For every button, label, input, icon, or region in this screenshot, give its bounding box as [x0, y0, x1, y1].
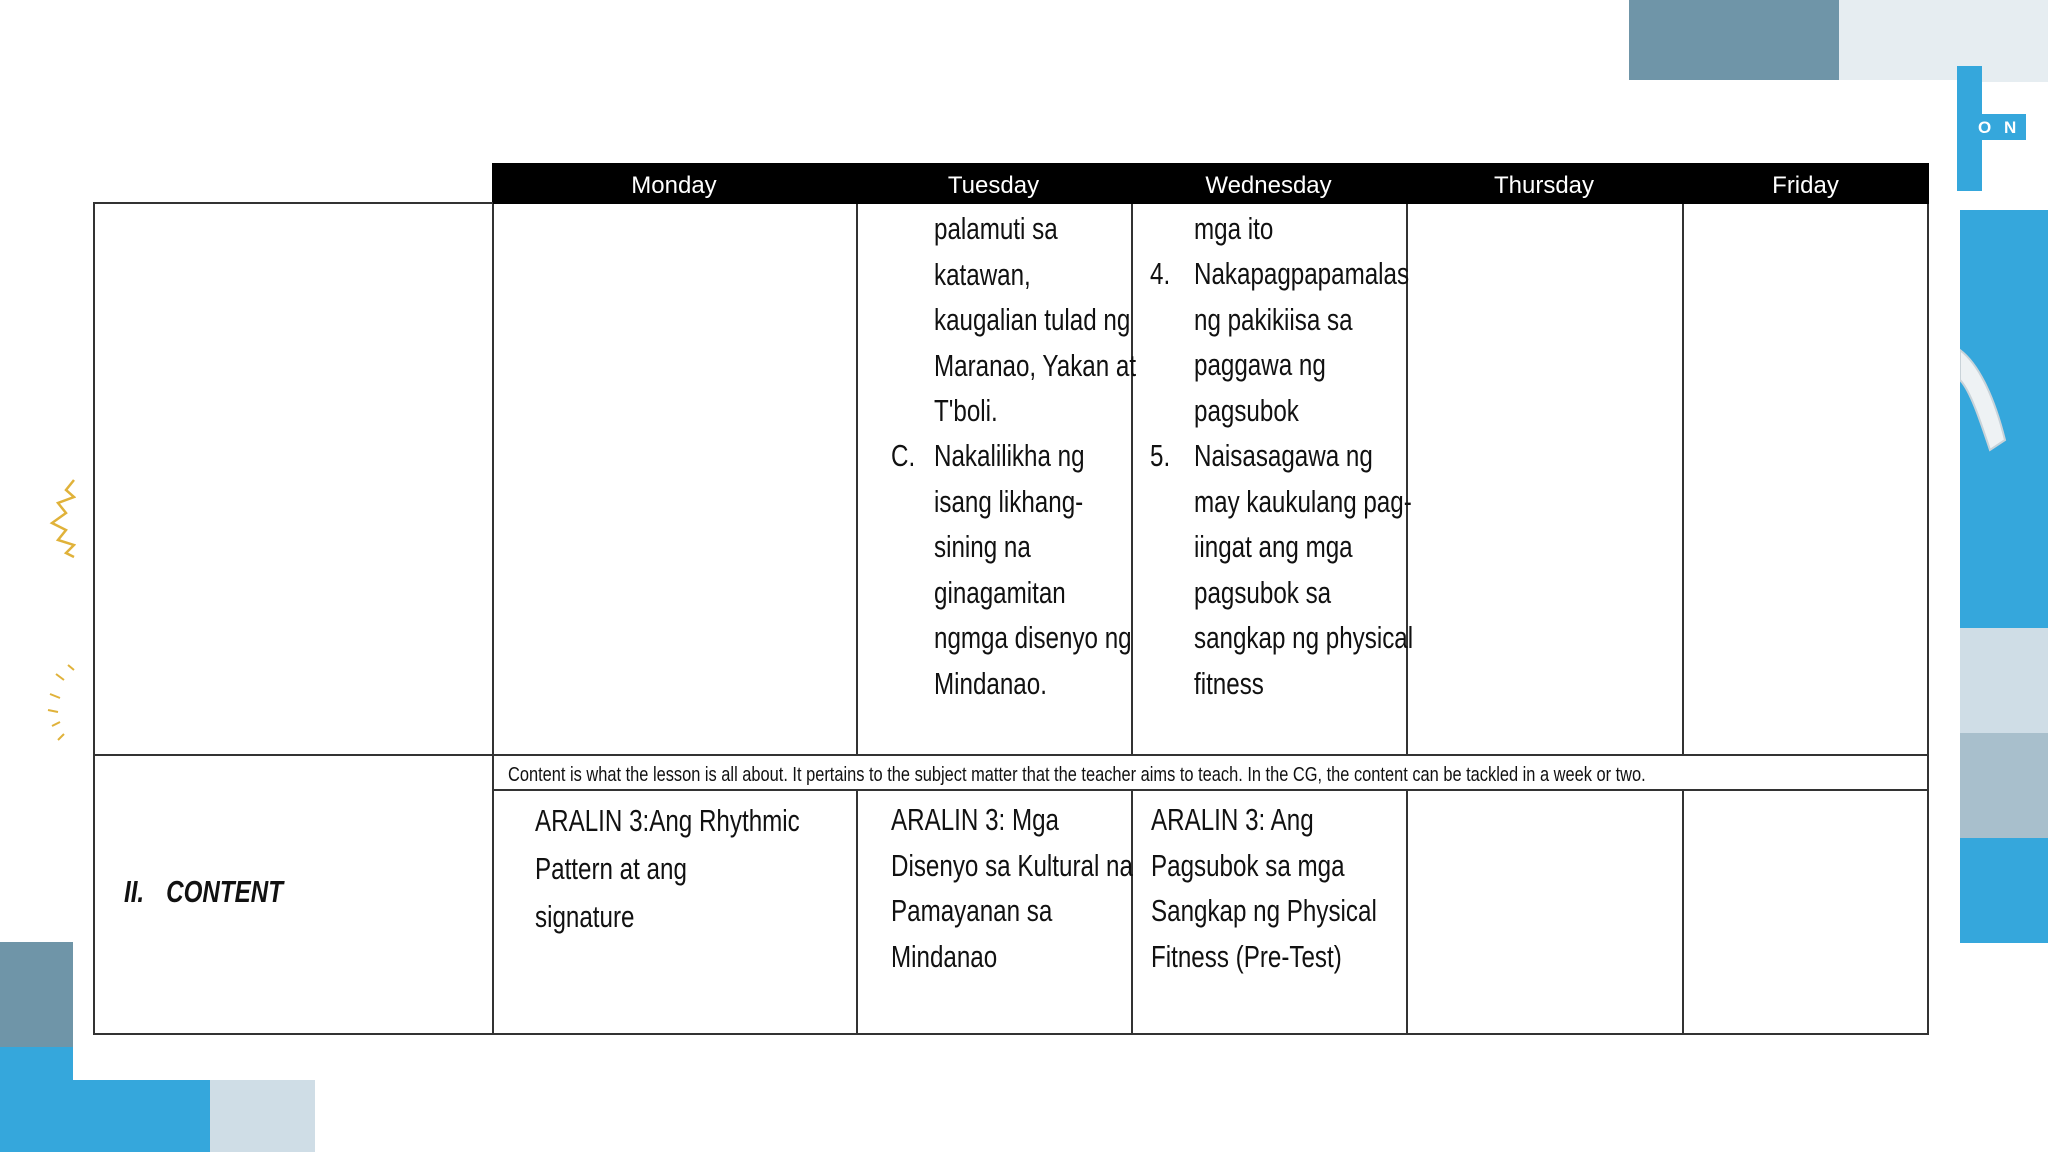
table-top-border-left — [93, 202, 493, 204]
text-line: Fitness (Pre-Test) — [1151, 938, 1342, 974]
text-line: paggawa ng — [1194, 347, 1326, 382]
text-line: katawan, — [934, 256, 1031, 292]
table-left-border — [93, 202, 95, 1035]
text-line: iingat ang mga — [1194, 529, 1353, 564]
text-line: signature — [535, 899, 635, 934]
column-divider-monday-2 — [856, 790, 858, 1033]
text-line: Sangkap ng Physical — [1151, 893, 1377, 928]
text-line: Pagsubok sa mga — [1151, 847, 1345, 883]
text-line: ginagamitan — [934, 574, 1066, 610]
deco-block-top-slate — [1629, 0, 1839, 82]
text-line: T'boli. — [934, 393, 998, 428]
text-line: Nakalilikha ng — [934, 438, 1085, 473]
deco-block-bottom-slate — [0, 942, 73, 1047]
content-note: Content is what the lesson is all about. It pertains to the subject matter that the teacher aims to teach. In the CG, the content can be tackled in a week or two. — [508, 764, 1646, 786]
brand-logo-letter-o: O — [1978, 118, 1992, 137]
text-line: pagsubok — [1194, 392, 1299, 428]
wednesday-objective-4 — [1194, 251, 1409, 433]
deco-block-right-sky-2 — [1960, 838, 2048, 943]
text-line: kaugalian tulad ng — [934, 302, 1131, 337]
text-line: mga ito — [1194, 211, 1274, 246]
table-bottom-border — [93, 1033, 1929, 1035]
wednesday-objective-5 — [1194, 433, 1413, 706]
deco-block-top-pale — [1839, 0, 2048, 82]
sun-ornament-icon-2 — [44, 660, 76, 750]
header-wednesday: Wednesday — [1205, 172, 1332, 199]
text-line: Mindanao — [891, 938, 998, 974]
text-line: Maranao, Yakan at — [934, 347, 1137, 383]
deco-block-right-slate — [1960, 733, 2048, 838]
text-line: fitness — [1194, 665, 1264, 701]
deco-block-right-pale — [1960, 628, 2048, 733]
row-divider-note — [492, 789, 1929, 791]
column-divider-label — [492, 204, 494, 1033]
sun-ornament-icon — [44, 475, 76, 560]
text-line: Disenyo sa Kultural na — [891, 847, 1133, 883]
column-divider-monday — [856, 204, 858, 754]
text-line: palamuti sa — [934, 211, 1058, 246]
text-line: ng pakikiisa sa — [1194, 301, 1353, 337]
table-right-border — [1927, 204, 1929, 1035]
column-divider-wednesday-2 — [1406, 790, 1408, 1033]
text-line: isang likhang- — [934, 483, 1084, 519]
weekday-header-row — [492, 163, 1929, 204]
wednesday-objective-4-marker: 4. — [1150, 256, 1171, 291]
header-monday: Monday — [631, 172, 717, 199]
column-divider-thursday-2 — [1682, 790, 1684, 1033]
content-tuesday — [891, 797, 1133, 979]
content-section-numeral: II. — [124, 874, 145, 909]
wednesday-objective-continued — [1194, 206, 1273, 252]
header-tuesday: Tuesday — [947, 172, 1040, 199]
header-thursday: Thursday — [1493, 172, 1595, 199]
text-line: ARALIN 3: Mga — [891, 802, 1059, 837]
column-divider-thursday — [1682, 204, 1684, 754]
text-line: sangkap ng physical — [1194, 620, 1414, 655]
tuesday-objective-continued — [934, 206, 1136, 434]
text-line: Pattern at ang — [535, 851, 687, 886]
content-monday — [535, 797, 800, 941]
wednesday-objective-5-marker: 5. — [1150, 438, 1171, 473]
text-line: ngmga disenyo ng — [934, 620, 1132, 655]
sneaker-illustration — [1960, 340, 2010, 460]
text-line: Mindanao. — [934, 665, 1047, 701]
text-line: may kaukulang pag- — [1194, 483, 1412, 519]
text-line: ARALIN 3: Ang — [1151, 802, 1314, 837]
tuesday-objective-c-marker: C. — [891, 438, 916, 473]
row-divider-objectives — [93, 754, 1929, 756]
content-section-title: CONTENT — [166, 874, 283, 909]
text-line: sining na — [934, 529, 1031, 564]
text-line: ARALIN 3:Ang Rhythmic — [535, 803, 800, 838]
text-line: Naisasagawa ng — [1194, 438, 1373, 473]
text-line: pagsubok sa — [1194, 574, 1332, 610]
content-section-label — [124, 874, 283, 910]
tuesday-objective-c — [934, 433, 1132, 706]
content-wednesday — [1151, 797, 1377, 979]
header-friday: Friday — [1772, 172, 1839, 199]
brand-logo-letter-n: N — [2004, 118, 2017, 137]
text-line: Pamayanan sa — [891, 893, 1053, 928]
text-line: Nakapagpapamalas — [1194, 256, 1410, 291]
